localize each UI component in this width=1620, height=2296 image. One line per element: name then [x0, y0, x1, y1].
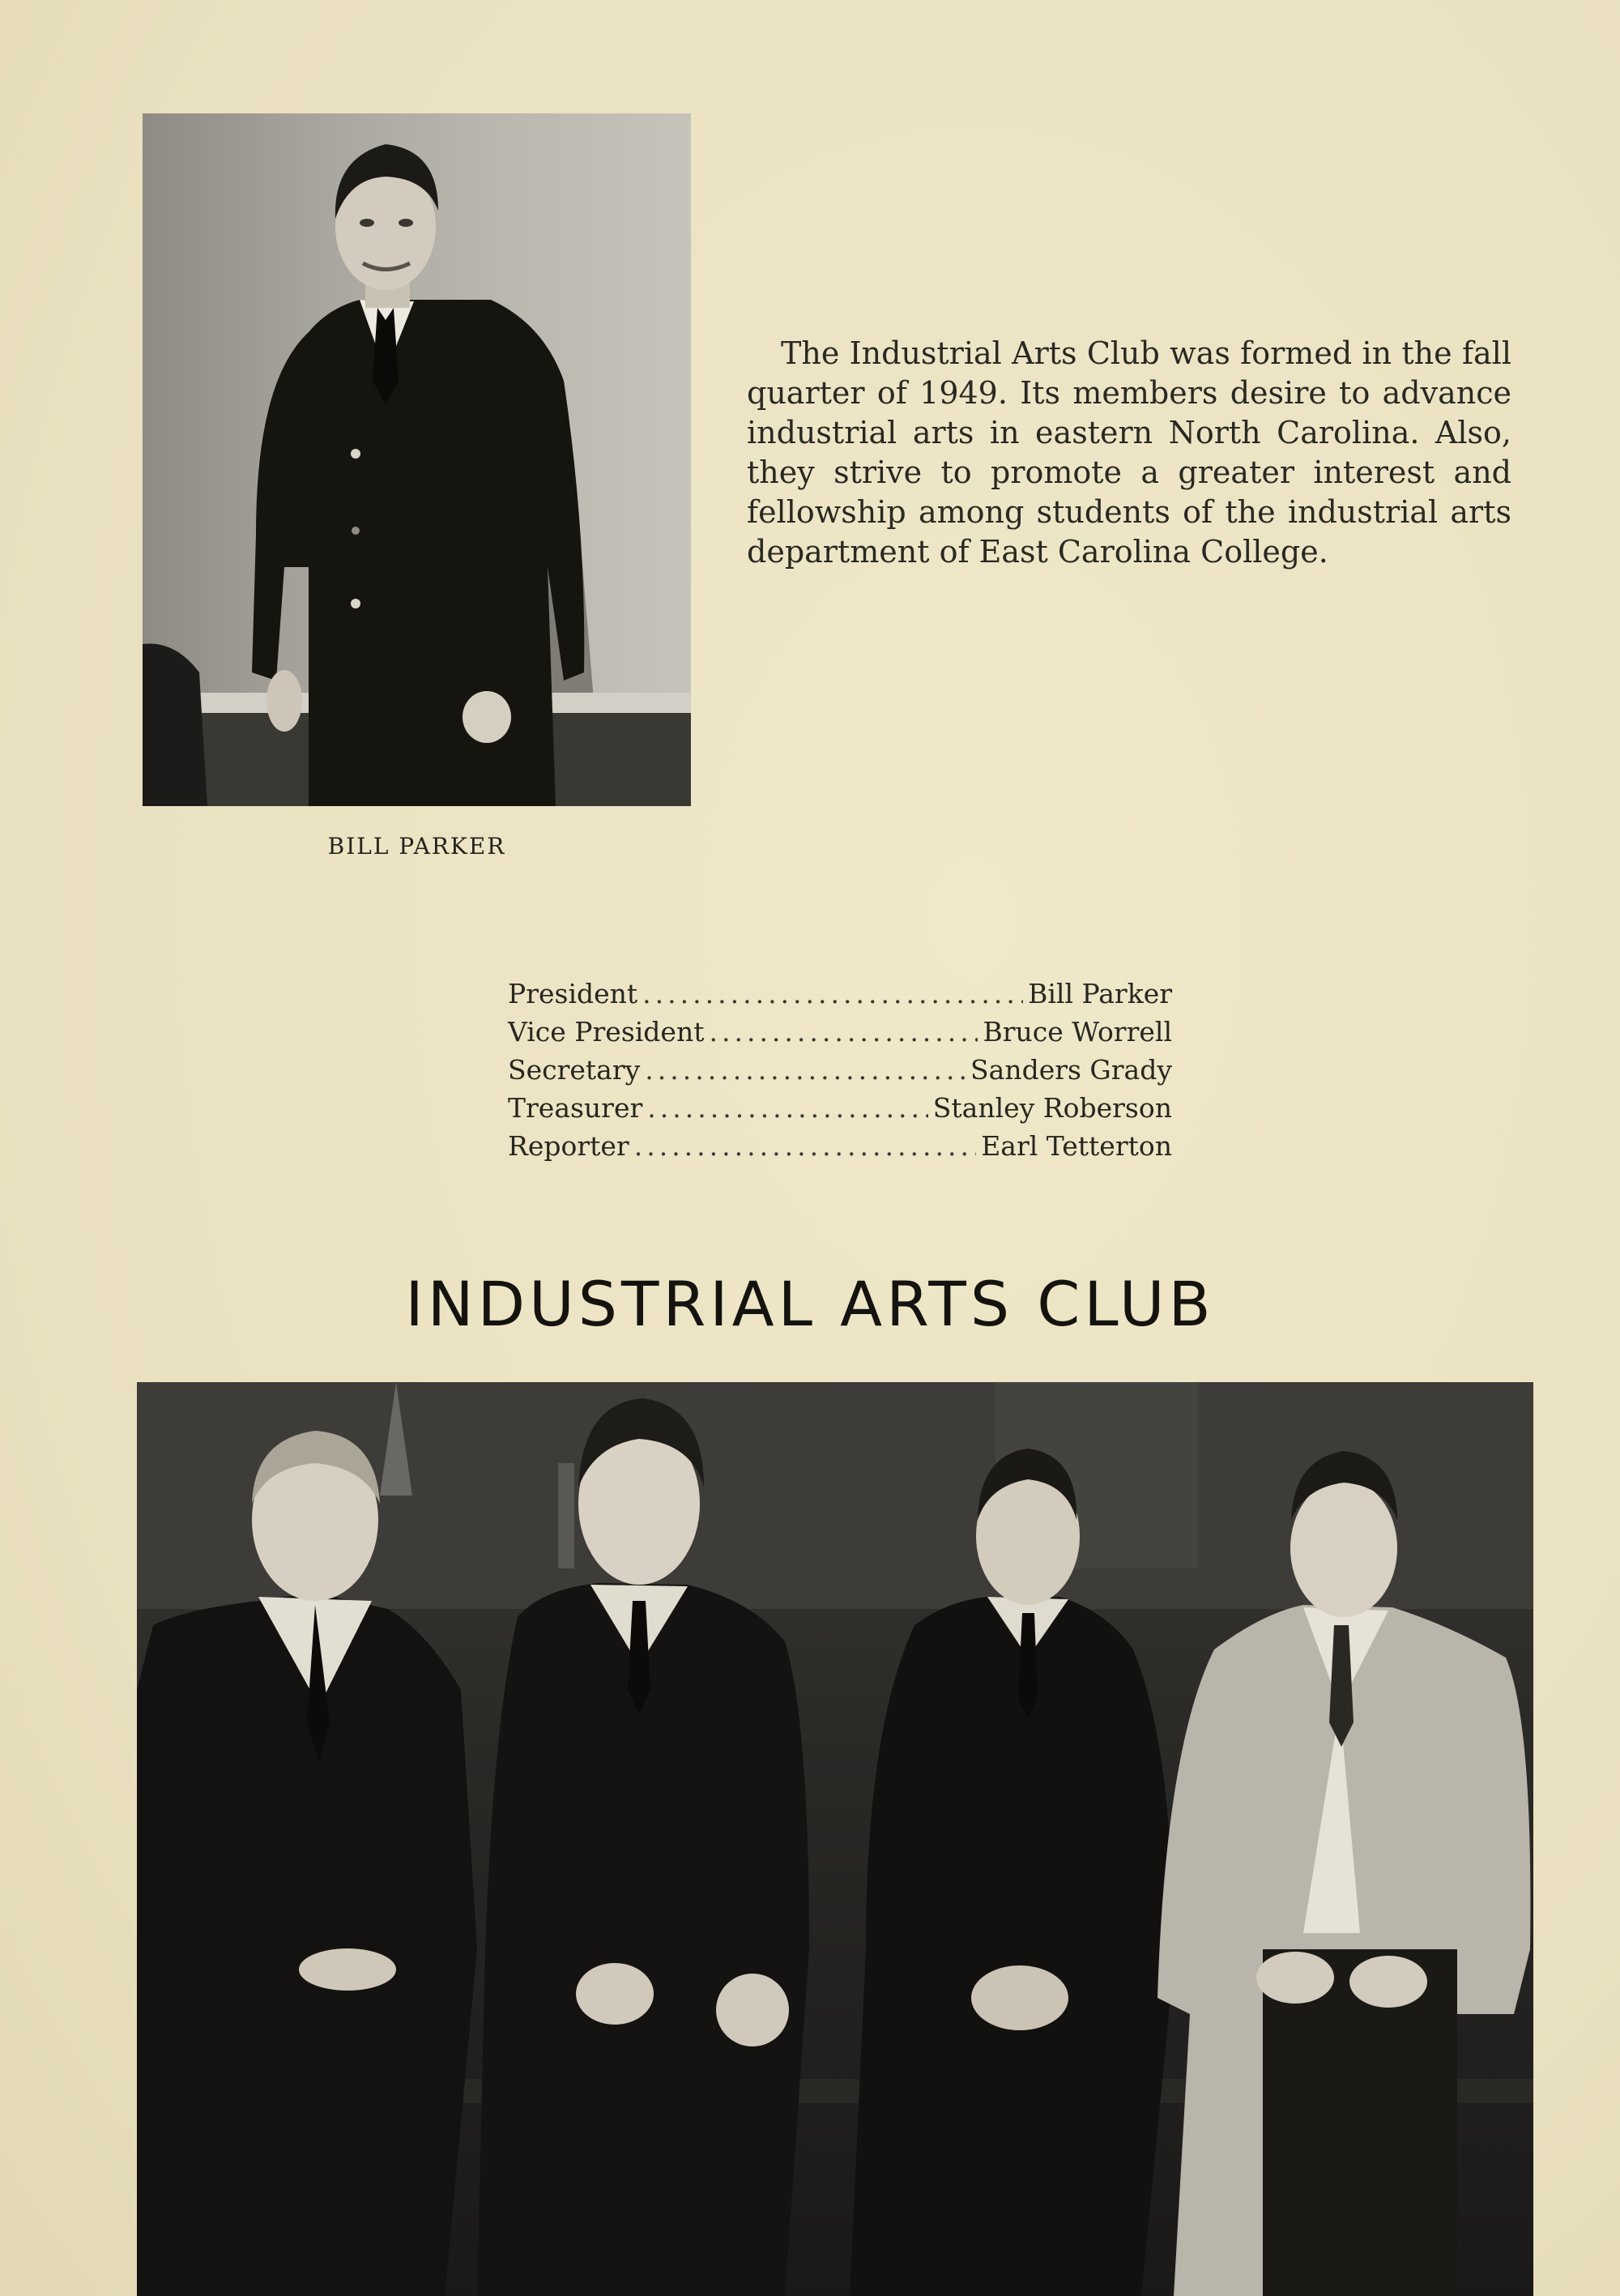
portrait-caption: BILL PARKER	[327, 833, 506, 860]
group-figures	[137, 1382, 1533, 2296]
dot-leader	[709, 1013, 978, 1051]
officer-title: Vice President	[508, 1016, 705, 1048]
officer-row	[508, 1051, 1172, 1089]
officers-list	[508, 975, 1172, 1165]
officer-name: Bill Parker	[1028, 978, 1172, 1009]
officer-title: Secretary	[508, 1054, 641, 1086]
club-title: INDUSTRIAL ARTS CLUB	[405, 1268, 1215, 1340]
portrait-figure	[143, 113, 691, 806]
officer-row	[508, 1089, 1172, 1127]
dot-leader	[634, 1127, 977, 1165]
group-photo	[137, 1382, 1533, 2296]
dot-leader	[645, 1051, 966, 1089]
officer-row	[508, 1127, 1172, 1165]
dot-leader	[642, 975, 1023, 1013]
officer-title: Reporter	[508, 1130, 629, 1162]
portrait-photo	[143, 113, 691, 806]
officer-title: Treasurer	[508, 1092, 643, 1124]
officer-name: Stanley Roberson	[932, 1092, 1172, 1124]
dot-leader	[647, 1089, 928, 1127]
officer-name: Sanders Grady	[970, 1054, 1172, 1086]
club-description	[747, 334, 1511, 572]
officer-name: Bruce Worrell	[983, 1016, 1172, 1048]
officer-row	[508, 1013, 1172, 1051]
club-description-text: The Industrial Arts Club was formed in the fall quarter of 1949. Its members desire to advance industrial arts in eastern North Carolina. Also, they strive to promote a greater interest and fellowship among students of the industrial arts department of East Carolina College.	[747, 335, 1511, 570]
officer-title: President	[508, 978, 638, 1009]
officer-name: Earl Tetterton	[981, 1130, 1172, 1162]
officer-row	[508, 975, 1172, 1013]
